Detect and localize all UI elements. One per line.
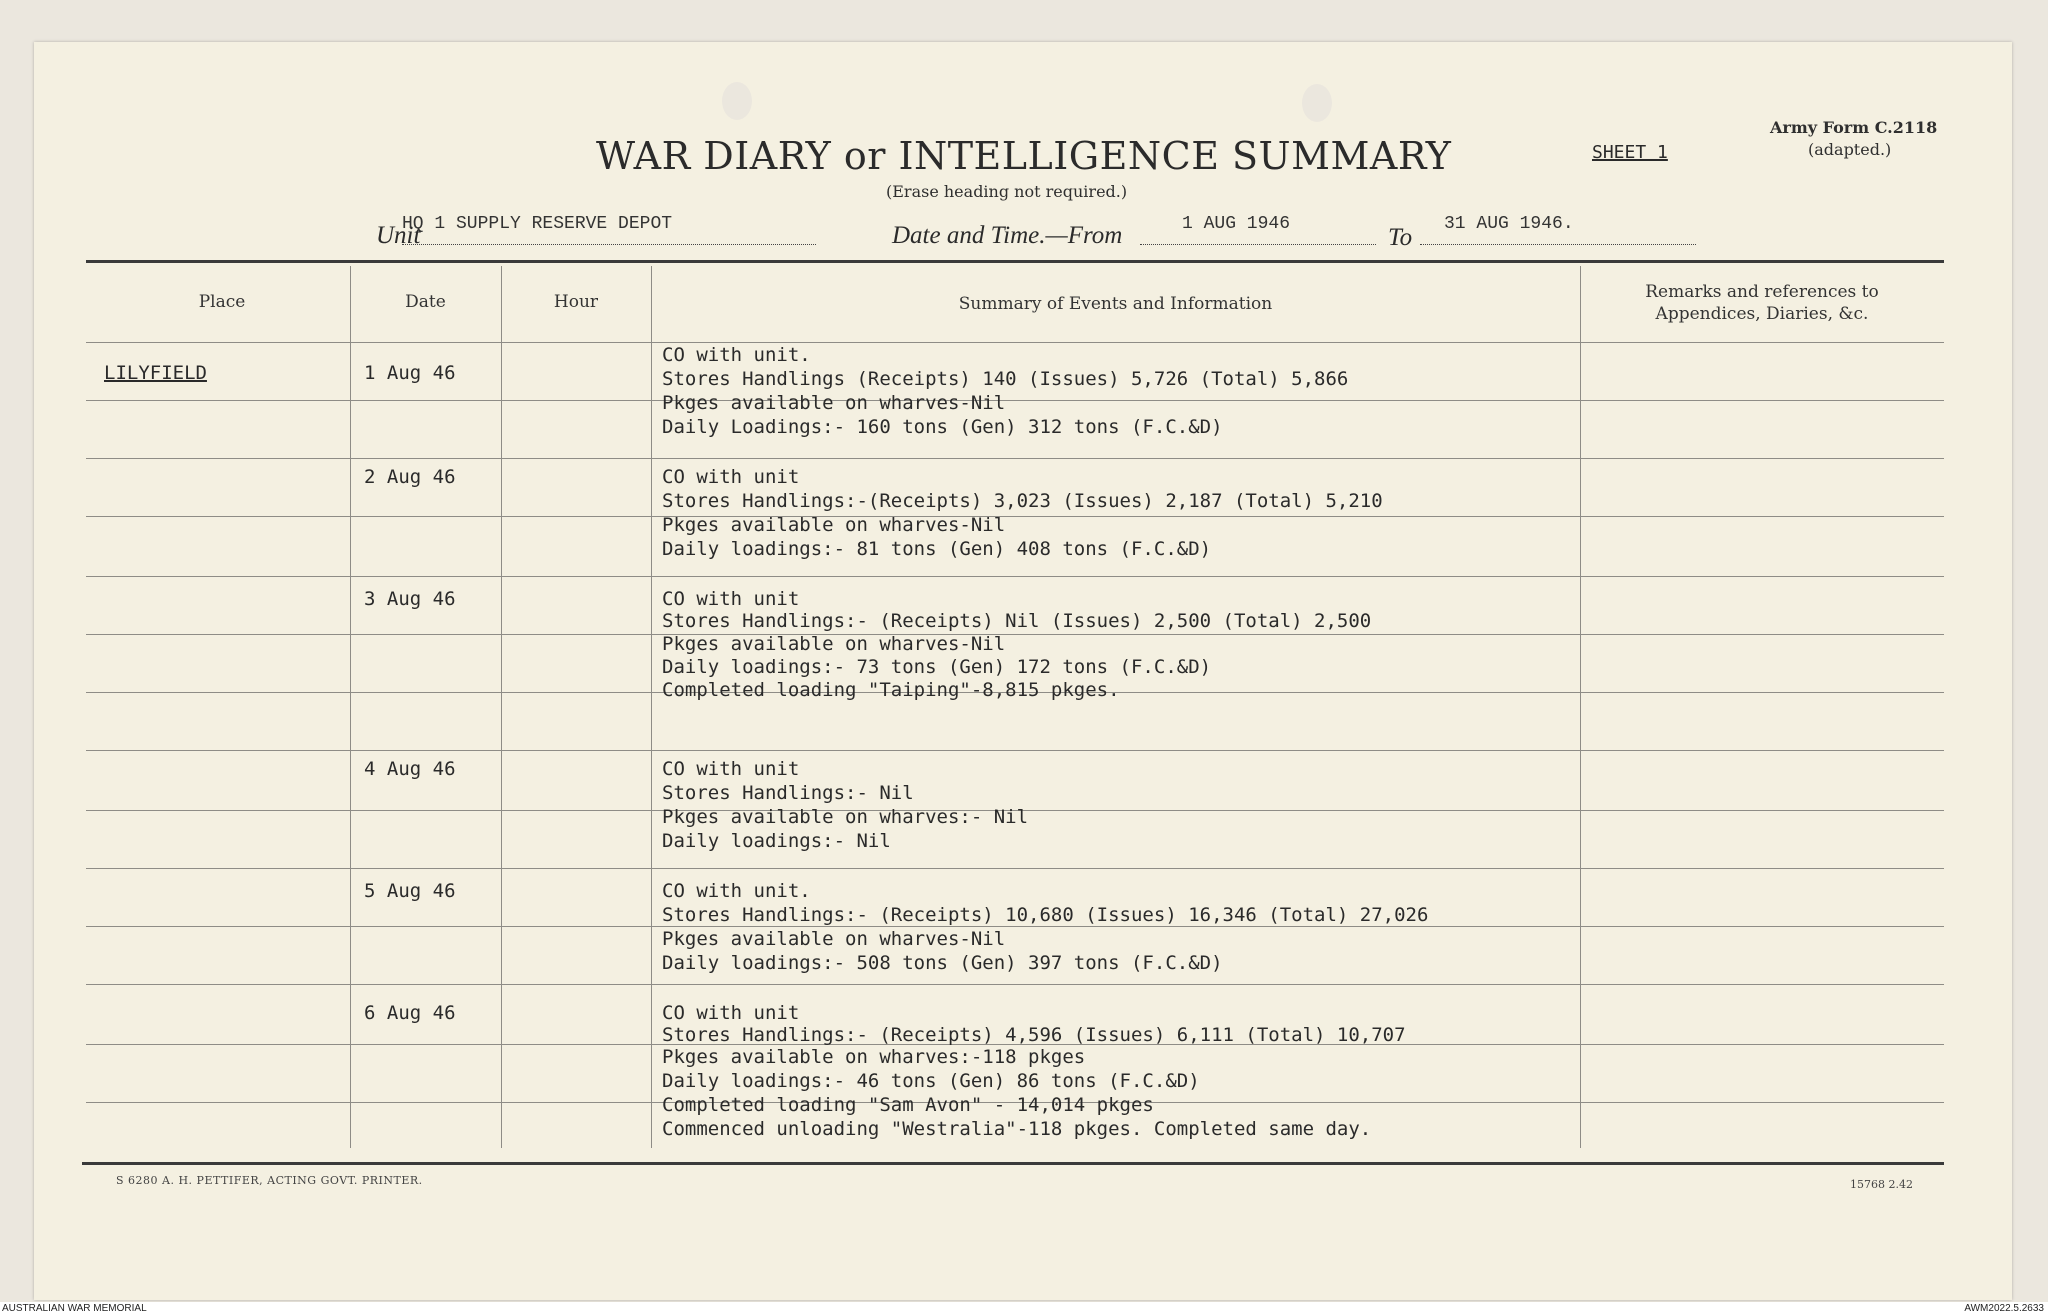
table-bottom-rule: [82, 1162, 1944, 1165]
entry-line: Pkges available on wharves-Nil: [662, 392, 1006, 414]
entry-line: Pkges available on wharves-Nil: [662, 514, 1006, 536]
document-subtitle: (Erase heading not required.): [886, 182, 1128, 201]
column-header-hour: Hour: [553, 292, 599, 312]
date-to-value: 31 AUG 1946.: [1444, 214, 1574, 234]
entry-line: Pkges available on wharves-Nil: [662, 633, 1006, 655]
entry-line: Daily loadings:- 81 tons (Gen) 408 tons (F.C.&D): [662, 538, 1212, 560]
row-rule: [86, 984, 1944, 985]
entry-line: CO with unit: [662, 1002, 800, 1024]
entry-date: 5 Aug 46: [364, 880, 456, 902]
table-top-rule: [86, 260, 1944, 263]
archive-name: AUSTRALIAN WAR MEMORIAL: [2, 1303, 147, 1314]
entry-line: Pkges available on wharves:-118 pkges: [662, 1046, 1086, 1068]
row-rule: [86, 750, 1944, 751]
entry-line: Commenced unloading "Westralia"-118 pkges. Completed same day.: [662, 1118, 1372, 1140]
archive-reference: AWM2022.5.2633: [1964, 1303, 2044, 1314]
entry-line: Stores Handlings:- (Receipts) 4,596 (Issues) 6,111 (Total) 10,707: [662, 1024, 1406, 1046]
entry-line: Completed loading "Sam Avon" - 14,014 pkges: [662, 1094, 1154, 1116]
entry-line: CO with unit: [662, 588, 800, 610]
sheet-number: SHEET 1: [1592, 142, 1668, 163]
entry-line: Daily loadings:- 508 tons (Gen) 397 tons (F.C.&D): [662, 952, 1223, 974]
column-divider-hour-summary: [651, 266, 652, 1148]
form-code-footer: 15768 2.42: [1850, 1178, 1913, 1191]
unit-value: HQ 1 SUPPLY RESERVE DEPOT: [402, 214, 673, 234]
entry-line: Completed loading "Taiping"-8,815 pkges.: [662, 679, 1120, 701]
row-rule: [86, 868, 1944, 869]
to-dotted-line: [1420, 244, 1696, 245]
archive-caption-bar: [0, 1302, 2048, 1316]
entry-place: LILYFIELD: [104, 362, 207, 384]
row-rule: [86, 926, 1944, 927]
column-divider-date-hour: [501, 266, 502, 1148]
row-rule: [86, 342, 1944, 343]
date-from-value: 1 AUG 1946: [1182, 214, 1291, 234]
unit-label: Unit: [376, 222, 421, 249]
column-header-place: Place: [198, 292, 246, 312]
column-header-remarks-line2: Appendices, Diaries, &c.: [1655, 304, 1869, 324]
entry-line: Pkges available on wharves:- Nil: [662, 806, 1029, 828]
to-label: To: [1388, 224, 1413, 251]
column-header-summary: Summary of Events and Information: [958, 294, 1273, 314]
unit-dotted-line: [402, 244, 816, 245]
document-title: WAR DIARY or INTELLIGENCE SUMMARY: [596, 134, 1452, 178]
from-dotted-line: [1140, 244, 1376, 245]
row-rule: [86, 516, 1944, 517]
war-diary-sheet: [34, 42, 2012, 1300]
army-form-label: Army Form C.2118: [1770, 118, 1938, 137]
entry-date: 4 Aug 46: [364, 758, 456, 780]
column-header-remarks-line1: Remarks and references to: [1645, 282, 1879, 302]
entry-date: 1 Aug 46: [364, 362, 456, 384]
entry-line: Stores Handlings:- (Receipts) Nil (Issues) 2,500 (Total) 2,500: [662, 610, 1372, 632]
column-divider-place-date: [350, 266, 351, 1148]
entry-line: Stores Handlings:- (Receipts) 10,680 (Issues) 16,346 (Total) 27,026: [662, 904, 1429, 926]
entry-line: CO with unit.: [662, 344, 811, 366]
entry-date: 2 Aug 46: [364, 466, 456, 488]
entry-line: Daily Loadings:- 160 tons (Gen) 312 tons (F.C.&D): [662, 416, 1223, 438]
column-header-date: Date: [405, 292, 446, 312]
row-rule: [86, 400, 1944, 401]
date-time-from-label: Date and Time.—From: [892, 222, 1123, 249]
punch-hole-left: [722, 82, 752, 120]
adapted-label: (adapted.): [1808, 140, 1892, 159]
punch-hole-right: [1302, 84, 1332, 122]
entry-line: Daily loadings:- 73 tons (Gen) 172 tons (F.C.&D): [662, 656, 1212, 678]
entry-line: CO with unit.: [662, 880, 811, 902]
entry-line: Stores Handlings:-(Receipts) 3,023 (Issues) 2,187 (Total) 5,210: [662, 490, 1383, 512]
entry-line: CO with unit: [662, 758, 800, 780]
entry-line: Pkges available on wharves-Nil: [662, 928, 1006, 950]
column-divider-summary-remarks: [1580, 266, 1581, 1148]
printer-footer: S 6280 A. H. PETTIFER, ACTING GOVT. PRINTER.: [116, 1174, 423, 1187]
entry-line: Daily loadings:- 46 tons (Gen) 86 tons (F.C.&D): [662, 1070, 1200, 1092]
entry-line: Stores Handlings (Receipts) 140 (Issues) 5,726 (Total) 5,866: [662, 368, 1349, 390]
entry-date: 3 Aug 46: [364, 588, 456, 610]
row-rule: [86, 634, 1944, 635]
entry-line: CO with unit: [662, 466, 800, 488]
entry-line: Stores Handlings:- Nil: [662, 782, 914, 804]
entry-date: 6 Aug 46: [364, 1002, 456, 1024]
row-rule: [86, 576, 1944, 577]
entry-line: Daily loadings:- Nil: [662, 830, 891, 852]
row-rule: [86, 458, 1944, 459]
